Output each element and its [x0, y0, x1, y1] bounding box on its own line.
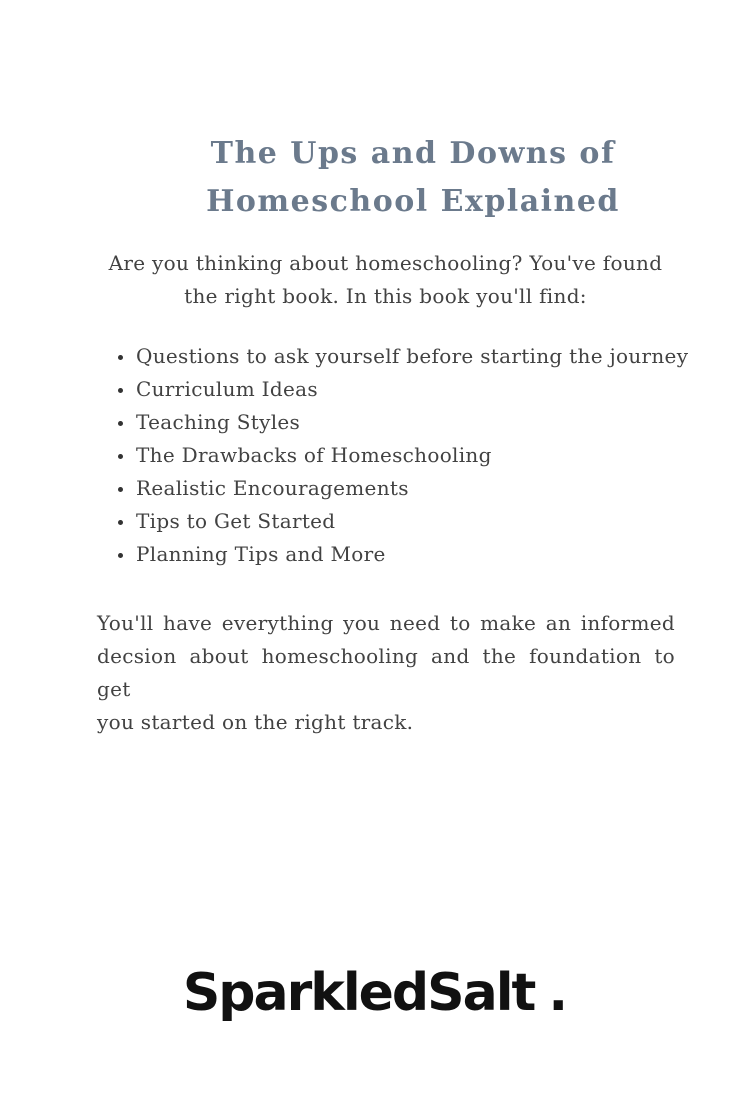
brand-logo [0, 960, 751, 1026]
page-title [75, 130, 751, 226]
brand-logo-text: SparkledSalt [182, 963, 535, 1023]
list-item-label: Teaching Styles [136, 410, 301, 434]
bullet-icon [118, 421, 123, 426]
bullet-icon [118, 454, 123, 459]
list-item-label: Realistic Encouragements [136, 476, 409, 500]
list-item [118, 538, 678, 571]
intro-line-2: the right book. In this book you'll find: [184, 284, 587, 308]
list-item [118, 373, 678, 406]
title-line-1: The Ups and Downs of [210, 136, 616, 171]
list-item-label: Tips to Get Started [136, 509, 336, 533]
bullet-icon [118, 355, 123, 360]
list-item-label: Curriculum Ideas [136, 377, 318, 401]
features-list [118, 340, 689, 571]
list-item-label: Questions to ask yourself before starting the journey [136, 344, 689, 368]
bullet-icon [118, 520, 123, 525]
intro-text [97, 247, 674, 313]
bullet-icon [118, 553, 123, 558]
list-item [118, 340, 689, 373]
list-item [118, 439, 678, 472]
intro-line-1: Are you thinking about homeschooling? You've found [108, 251, 663, 275]
bullet-icon [118, 388, 123, 393]
list-item-label: Planning Tips and More [136, 542, 386, 566]
bullet-icon [118, 487, 123, 492]
list-item-label: The Drawbacks of Homeschooling [136, 443, 492, 467]
list-item [118, 472, 678, 505]
list-item [118, 505, 678, 538]
closing-line-1: You'll have everything you need to make an informed [97, 611, 675, 635]
list-item [118, 406, 678, 439]
brand-logo-period: . [548, 963, 569, 1023]
closing-paragraph [97, 607, 675, 739]
closing-line-3: you started on the right track. [97, 710, 414, 734]
closing-line-2: decsion about homeschooling and the foundation to get [97, 644, 675, 701]
title-line-2: Homeschool Explained [206, 184, 620, 219]
